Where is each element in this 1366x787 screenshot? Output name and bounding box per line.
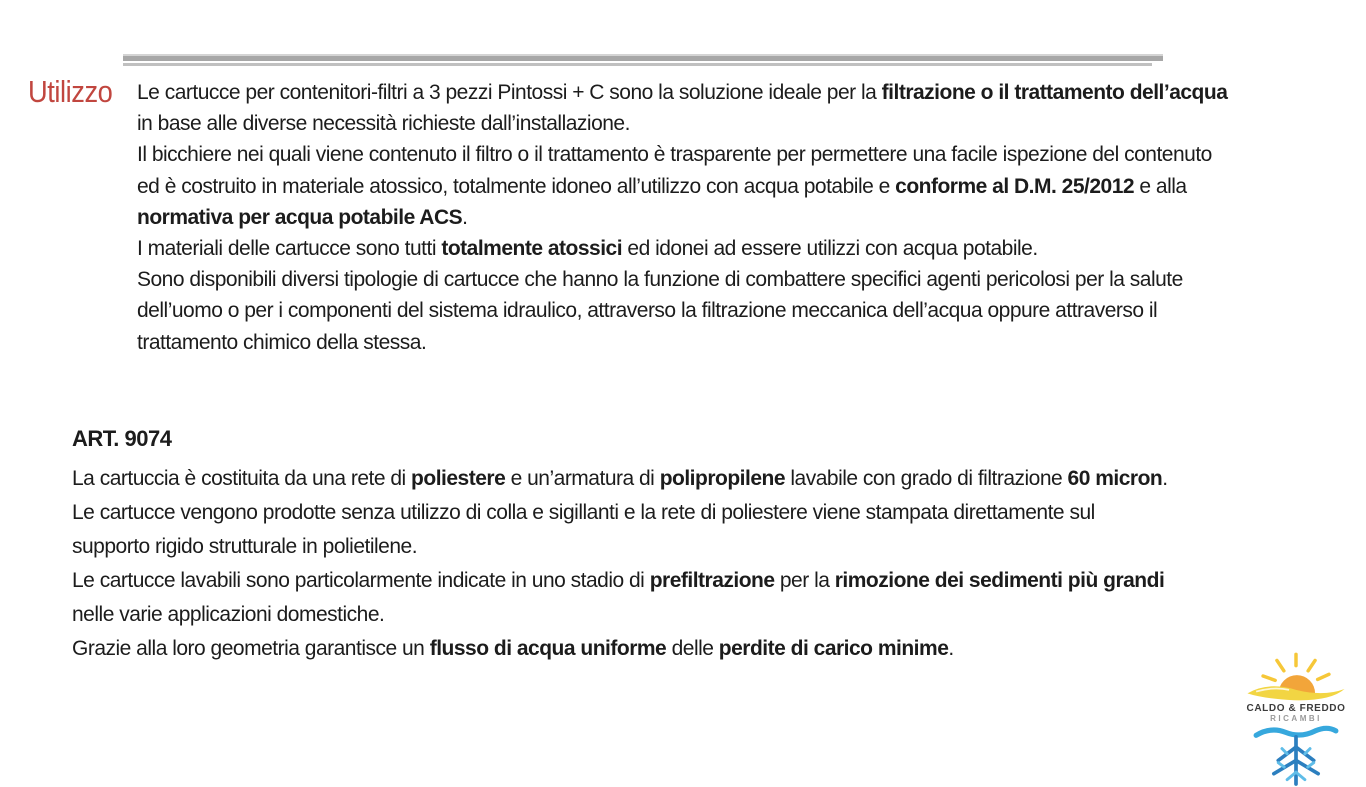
logo-name-text: CALDO & FREDDO bbox=[1246, 703, 1346, 714]
top-divider-rule bbox=[123, 54, 1163, 61]
snowflake-icon bbox=[1248, 725, 1344, 787]
top-divider-rule-thin bbox=[123, 63, 1152, 66]
text-line: trattamento chimico della stessa. bbox=[137, 330, 427, 354]
text-line: ed è costruito in materiale atossico, totalmente idoneo all’utilizzo con acqua potabile e conforme al D.M. 25/2012 e alla bbox=[137, 174, 1187, 198]
art-number-heading: ART. 9074 bbox=[72, 426, 172, 451]
text-line: Il bicchiere nei quali viene contenuto il filtro o il trattamento è trasparente per permettere una facile ispezione del contenuto bbox=[137, 143, 1212, 167]
text-line: I materiali delle cartucce sono tutti totalmente atossici ed idonei ad essere utilizzi con acqua potabile. bbox=[137, 236, 1038, 260]
section-label-utilizzo: Utilizzo bbox=[28, 74, 113, 109]
logo-subtitle-text: RICAMBI bbox=[1270, 714, 1322, 723]
company-logo bbox=[1238, 650, 1354, 787]
text-line: Le cartucce per contenitori-filtri a 3 pezzi Pintossi + C sono la soluzione ideale per la filtrazione o il trattamento dell’acqua bbox=[137, 81, 1228, 104]
text-line: La cartuccia è costituita da una rete di poliestere e un’armatura di polipropilene lavabile con grado di filtrazione 60 micron. bbox=[72, 467, 1168, 490]
sun-icon bbox=[1244, 650, 1348, 702]
text-line: normativa per acqua potabile ACS. bbox=[137, 205, 468, 229]
text-line: nelle varie applicazioni domestiche. bbox=[72, 603, 385, 626]
text-line: supporto rigido strutturale in polietilene. bbox=[72, 535, 418, 558]
art-9074-paragraph bbox=[72, 462, 1168, 666]
utilizzo-paragraph bbox=[137, 77, 1227, 358]
text-line: Le cartucce vengono prodotte senza utilizzo di colla e sigillanti e la rete di poliestere viene stampata direttamente sul bbox=[72, 501, 1095, 524]
text-line: dell’uomo o per i componenti del sistema idraulico, attraverso la filtrazione meccanica dell’acqua oppure attraverso il bbox=[137, 299, 1158, 323]
text-line: Grazie alla loro geometria garantisce un flusso di acqua uniforme delle perdite di carico minime. bbox=[72, 637, 954, 660]
text-line: in base alle diverse necessità richieste dall’installazione. bbox=[137, 112, 630, 136]
text-line: Le cartucce lavabili sono particolarmente indicate in uno stadio di prefiltrazione per la rimozione dei sedimenti più grandi bbox=[72, 569, 1165, 592]
text-line: Sono disponibili diversi tipologie di cartucce che hanno la funzione di combattere specifici agenti pericolosi per la salute bbox=[137, 268, 1183, 292]
art-9074-section bbox=[72, 424, 1168, 666]
